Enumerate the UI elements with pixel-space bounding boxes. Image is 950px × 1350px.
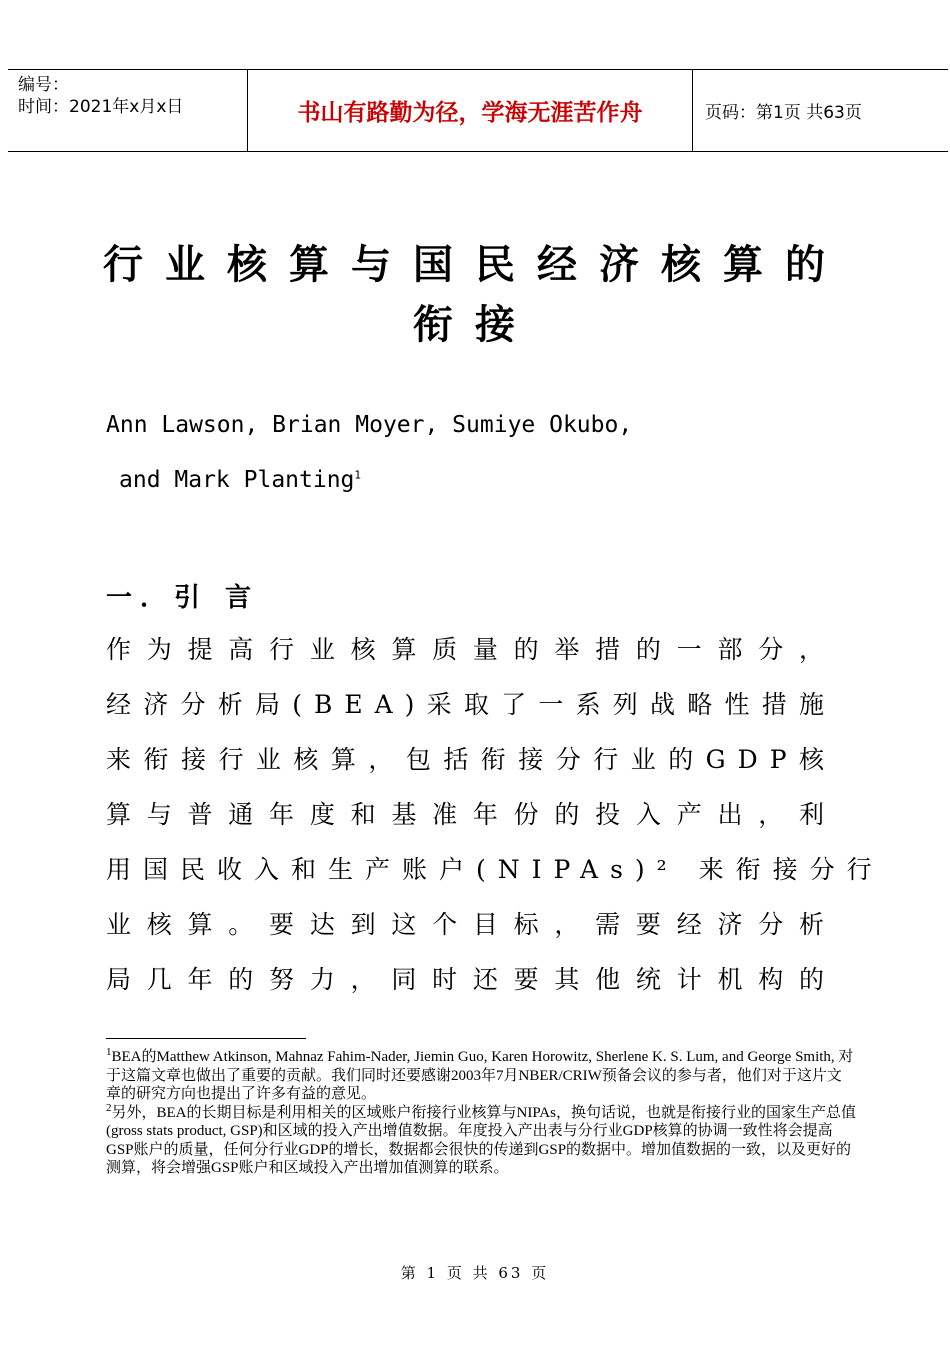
body-line: 局几年的努力，同时还要其他统计机构的 xyxy=(106,965,836,994)
authors-line-1: Ann Lawson, Brian Moyer, Sumiye Okubo, xyxy=(106,412,633,438)
body-line: 用国民收入和生产账户(NIPAs)² 来衔接分行 xyxy=(106,855,884,884)
footnotes xyxy=(106,1048,856,1178)
body-line: 来衔接行业核算，包括衔接分行业的GDP核 xyxy=(106,745,836,774)
footnote-2 xyxy=(106,1101,856,1178)
time-label: 时间：2021年x月x日 xyxy=(18,97,184,117)
body-line: 业核算。要达到这个目标，需要经济分析 xyxy=(106,910,836,939)
footnote-1 xyxy=(106,1048,856,1104)
footnote-ref-1[interactable]: 1 xyxy=(354,468,362,482)
body-line: 算与普通年度和基准年份的投入产出，利 xyxy=(106,800,836,829)
document-title-line-1: 行业核算与国民经济核算的 xyxy=(103,242,847,288)
footnote-text-2: 另外，BEA的长期目标是利用相关的区域账户衔接行业核算与NIPAs，换句话说，也就是衔接行业的国家生产总值(gross stats product, GSP)和区域的投入产出增值数据。年度投入产出表与分行业GDP核算的协调一致性将会提高GSP账户的质量，任何分行业GDP的增长，数据都会很快的传递到GSP的数据中。增加值数据的一致，以及更好的测算，将会增强GSP账户和区域投入产出增加值测算的联系。 xyxy=(106,1104,856,1176)
header-table xyxy=(8,69,948,152)
footnote-marker-1: 1 xyxy=(106,1046,112,1058)
authors-line-2-text: and Mark Planting xyxy=(119,467,355,493)
document-title-line-2: 衔接 xyxy=(413,302,537,348)
footnote-separator xyxy=(106,1038,306,1039)
footnote-text-1: BEA的Matthew Atkinson, Mahnaz Fahim-Nader, Jiemin Guo, Karen Horowitz, Sherlene K. S. Lum, and George Smith, 对于这篇文章也做出了重要的贡献。我们同时还要感谢2003年7月NBER/CRIW预备会议的参与者，他们对于这片文章的研究方向也提出了许多有益的意见。 xyxy=(106,1049,854,1102)
header-motto: 书山有路勤为径，学海无涯苦作舟 xyxy=(248,70,693,151)
body-line: 作为提高行业核算质量的举措的一部分， xyxy=(106,635,836,664)
body-line: 经济分析局(BEA)采取了一系列战略性措施 xyxy=(106,690,836,719)
section-heading: 一．引 言 xyxy=(106,583,260,613)
header-page-info: 页码：第1页 共63页 xyxy=(705,103,862,123)
serial-label: 编号： xyxy=(18,75,69,95)
authors-line-2 xyxy=(119,467,361,493)
footnote-marker-2: 2 xyxy=(106,1101,112,1114)
page-footer: 第 1 页 共 63 页 xyxy=(400,1264,550,1282)
header-meta-cell xyxy=(8,70,248,151)
